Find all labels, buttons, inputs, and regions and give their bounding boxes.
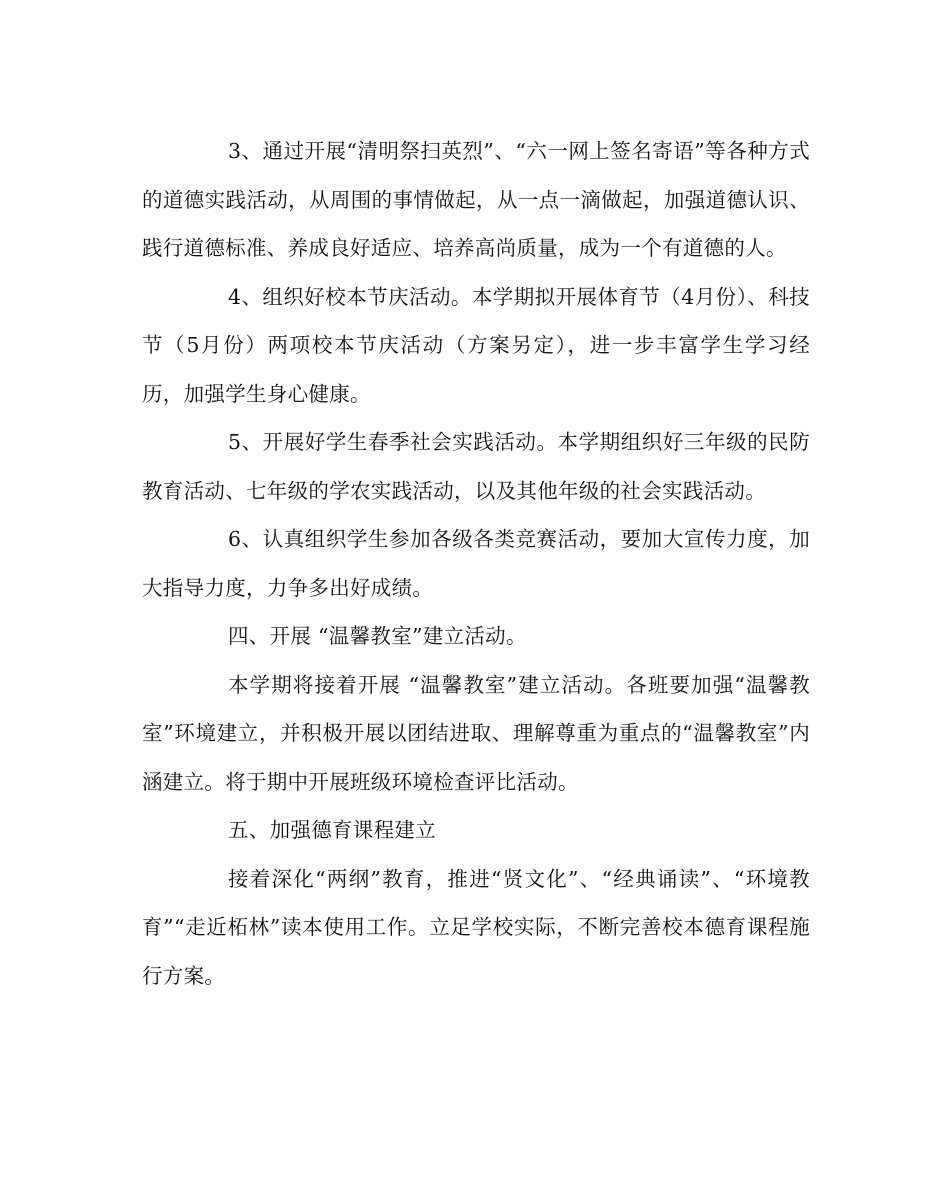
- document-body: [142, 127, 810, 1000]
- paragraph-item-3: 3、通过开展“清明祭扫英烈”、“六一网上签名寄语”等各种方式的道德实践活动，从周围的事情做起，从一点一滴做起，加强道德认识、践行道德标准、养成良好适应、培养高尚质量，成为一个有道德的人。: [142, 139, 810, 260]
- section-heading-4: 四、开展 “温馨教室”建立活动。: [228, 624, 527, 648]
- paragraph-item-5: 5、开展好学生春季社会实践活动。本学期组织好三年级的民防教育活动、七年级的学农实践活动，以及其他年级的社会实践活动。: [142, 430, 810, 503]
- paragraph-item-4: 4、组织好校本节庆活动。本学期拟开展体育节（4月份）、科技节（5月份）两项校本节庆活动（方案另定），进一步丰富学生学习经历，加强学生身心健康。: [142, 284, 810, 406]
- section-heading-5: 五、加强德育课程建立: [228, 818, 436, 842]
- paragraph-item-6: 6、认真组织学生参加各级各类竞赛活动，要加大宣传力度，加大指导力度，力争多出好成绩。: [142, 527, 810, 600]
- section-5-body: 接着深化“两纲”教育，推进“贤文化”、“经典诵读”、“环境教育”“走近柘林”读本使用工作。立足学校实际，不断完善校本德育课程施行方案。: [142, 866, 810, 988]
- section-4-body: 本学期将接着开展 “温馨教室”建立活动。各班要加强“温馨教室”环境建立，并积极开展以团结进取、理解尊重为重点的“温馨教室”内涵建立。将于期中开展班级环境检查评比活动。: [142, 672, 810, 794]
